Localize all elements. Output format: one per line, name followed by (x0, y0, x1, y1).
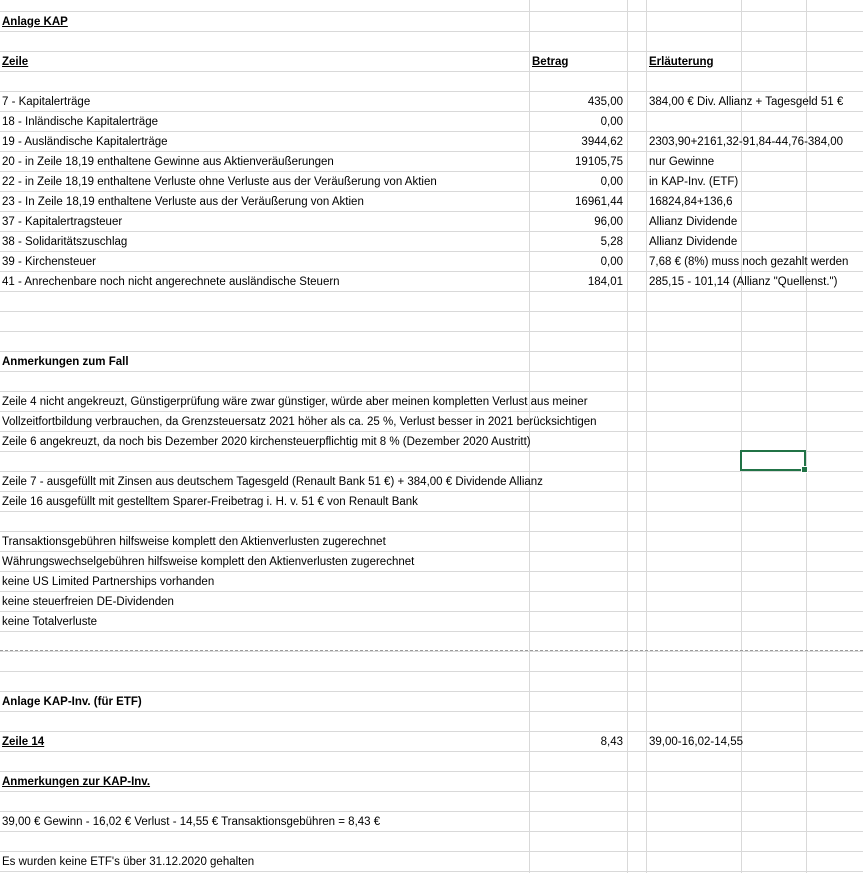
anmerkung-line[interactable]: Zeile 6 angekreuzt, da noch bis Dezember 2020 kirchensteuerpflichtig mit 8 % (Dezember 2020 Austritt) (2, 436, 531, 448)
anmerkung-line[interactable]: Zeile 4 nicht angekreuzt, Günstigerprüfung wäre zwar günstiger, würde aber meinen kompletten Verlust aus meiner (2, 396, 588, 408)
col-header-betrag[interactable]: Betrag (532, 56, 569, 68)
kapinv-title[interactable]: Anlage KAP-Inv. (für ETF) (2, 696, 142, 708)
kap-row-zeile[interactable]: 38 - Solidaritätszuschlag (2, 236, 128, 248)
kap-row-betrag[interactable]: 0,00 (600, 176, 623, 188)
anmerkung-line[interactable]: keine US Limited Partnerships vorhanden (2, 576, 215, 588)
kap-row-erlaeuterung[interactable]: 16824,84+136,6 (649, 196, 733, 208)
anmerkung-line[interactable]: keine steuerfreien DE-Dividenden (2, 596, 174, 608)
grid-row (0, 0, 863, 12)
grid-row (0, 312, 863, 332)
kap-row-zeile[interactable]: 37 - Kapitalertragsteuer (2, 216, 123, 228)
col-header-erlaeuterung[interactable]: Erläuterung (649, 56, 714, 68)
kap-row-betrag[interactable]: 0,00 (600, 256, 623, 268)
kap-row-betrag[interactable]: 0,00 (600, 116, 623, 128)
grid-row (0, 72, 863, 92)
kap-row-zeile[interactable]: 22 - in Zeile 18,19 enthaltene Verluste ohne Verluste aus der Veräußerung von Aktien (2, 176, 437, 188)
kap-row-zeile[interactable]: 23 - In Zeile 18,19 enthaltene Verluste aus der Veräußerung von Aktien (2, 196, 364, 208)
kapinv-anmerkungen-title[interactable]: Anmerkungen zur KAP-Inv. (2, 776, 151, 788)
grid-row (0, 512, 863, 532)
kap-row-betrag[interactable]: 96,00 (594, 216, 623, 228)
kap-row-betrag[interactable]: 3944,62 (581, 136, 623, 148)
anmerkung-line[interactable]: Transaktionsgebühren hilfsweise komplett den Aktienverlusten zugerechnet (2, 536, 386, 548)
grid-row (0, 372, 863, 392)
column-divider (806, 0, 807, 873)
grid-row (0, 712, 863, 732)
kap-row-betrag[interactable]: 184,01 (587, 276, 623, 288)
kap-row-zeile[interactable]: 41 - Anrechenbare noch nicht angerechnete ausländische Steuern (2, 276, 340, 288)
kap-row-betrag[interactable]: 435,00 (587, 96, 623, 108)
col-header-zeile[interactable]: Zeile (2, 56, 29, 68)
kap-row-erlaeuterung[interactable]: in KAP-Inv. (ETF) (649, 176, 739, 188)
anmerkung-line[interactable]: Währungswechselgebühren hilfsweise komplett den Aktienverlusten zugerechnet (2, 556, 415, 568)
grid-row (0, 452, 863, 472)
kap-row-erlaeuterung[interactable]: 2303,90+2161,32-91,84-44,76-384,00 (649, 136, 844, 148)
column-divider (627, 0, 628, 873)
grid-row (0, 52, 863, 72)
kap-row-betrag[interactable]: 19105,75 (575, 156, 623, 168)
kapinv-zeile14-erlaeuterung[interactable]: 39,00-16,02-14,55 (649, 736, 743, 748)
anmerkung-line[interactable]: Vollzeitfortbildung verbrauchen, da Grenzsteuersatz 2021 höher als ca. 25 %, Verlust besser in 2021 berücksichtigen (2, 416, 597, 428)
kap-row-zeile[interactable]: 18 - Inländische Kapitalerträge (2, 116, 158, 128)
kap-row-erlaeuterung[interactable]: Allianz Dividende (649, 236, 738, 248)
grid-row (0, 12, 863, 32)
kap-row-zeile[interactable]: 20 - in Zeile 18,19 enthaltene Gewinne aus Aktienveräußerungen (2, 156, 334, 168)
grid-row (0, 612, 863, 632)
anmerkung-line[interactable]: keine Totalverluste (2, 616, 98, 628)
kap-row-erlaeuterung[interactable]: nur Gewinne (649, 156, 715, 168)
anmerkung-line[interactable]: Zeile 16 ausgefüllt mit gestelltem Sparer-Freibetrag i. H. v. 51 € von Renault Bank (2, 496, 418, 508)
kap-row-erlaeuterung[interactable]: Allianz Dividende (649, 216, 738, 228)
kap-row-zeile[interactable]: 7 - Kapitalerträge (2, 96, 91, 108)
grid-row (0, 332, 863, 352)
grid-row (0, 752, 863, 772)
fill-handle[interactable] (801, 466, 808, 473)
grid-row (0, 32, 863, 52)
kapinv-anmerkung-line[interactable]: Es wurden keine ETF's über 31.12.2020 gehalten (2, 856, 255, 868)
kap-row-zeile[interactable]: 39 - Kirchensteuer (2, 256, 96, 268)
kap-row-betrag[interactable]: 16961,44 (575, 196, 623, 208)
grid-row (0, 672, 863, 692)
kapinv-zeile14-betrag[interactable]: 8,43 (600, 736, 623, 748)
grid-row (0, 652, 863, 672)
kap-row-betrag[interactable]: 5,28 (600, 236, 623, 248)
column-divider (646, 0, 647, 873)
kapinv-zeile14-label[interactable]: Zeile 14 (2, 736, 45, 748)
anmerkungen-title[interactable]: Anmerkungen zum Fall (2, 356, 129, 368)
kap-row-erlaeuterung[interactable]: 285,15 - 101,14 (Allianz "Quellenst.") (649, 276, 838, 288)
grid-row (0, 352, 863, 372)
kap-row-zeile[interactable]: 19 - Ausländische Kapitalerträge (2, 136, 168, 148)
anmerkung-line[interactable]: Zeile 7 - ausgefüllt mit Zinsen aus deutschem Tagesgeld (Renault Bank 51 €) + 384,00 € Dividende Allianz (2, 476, 543, 488)
grid-row (0, 792, 863, 812)
grid-row (0, 832, 863, 852)
grid-row (0, 292, 863, 312)
kap-row-erlaeuterung[interactable]: 7,68 € (8%) muss noch gezahlt werden (649, 256, 849, 268)
kap-title[interactable]: Anlage KAP (2, 16, 68, 28)
page-break-line (0, 650, 863, 651)
selected-cell[interactable] (740, 450, 806, 471)
kapinv-anmerkung-line[interactable]: 39,00 € Gewinn - 16,02 € Verlust - 14,55 € Transaktionsgebühren = 8,43 € (2, 816, 381, 828)
kap-row-erlaeuterung[interactable]: 384,00 € Div. Allianz + Tagesgeld 51 € (649, 96, 844, 108)
grid-row (0, 632, 863, 652)
